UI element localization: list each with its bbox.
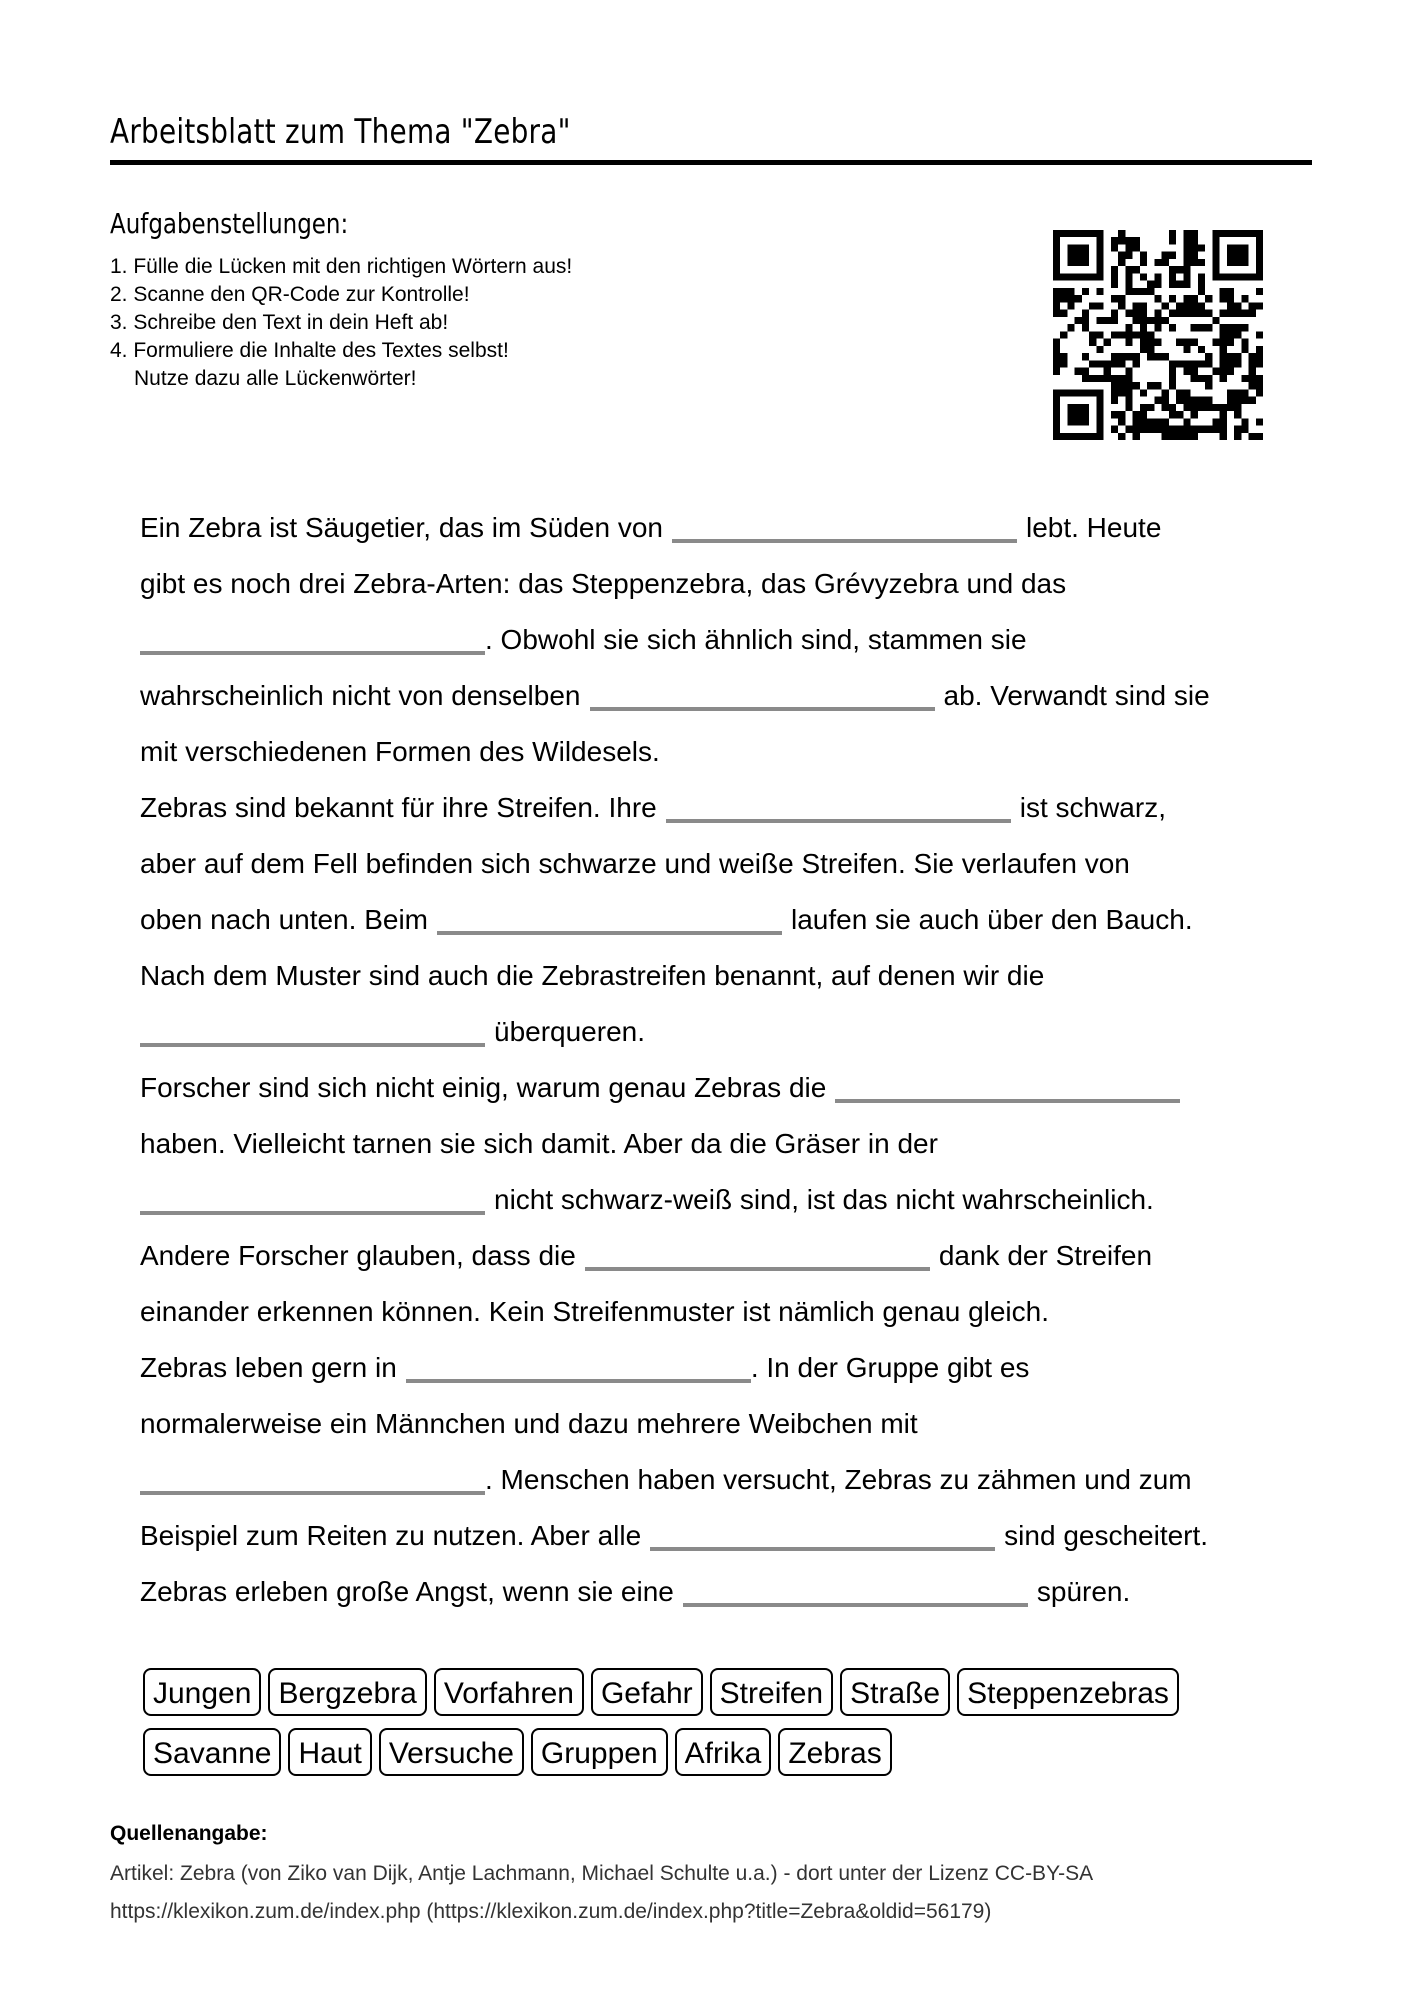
text-segment: Zebras erleben große Angst, wenn sie eine <box>140 1576 674 1607</box>
word-chip[interactable]: Zebras <box>778 1728 891 1776</box>
blank-gap[interactable] <box>585 1233 930 1271</box>
word-chip[interactable]: Streifen <box>710 1668 833 1716</box>
blank-gap[interactable] <box>140 1457 485 1495</box>
blank-gap[interactable] <box>666 785 1011 823</box>
text-segment: Zebras sind bekannt für ihre Streifen. Ihre <box>140 792 657 823</box>
text-segment: wahrscheinlich nicht von denselben <box>140 680 581 711</box>
word-chip[interactable]: Straße <box>840 1668 950 1716</box>
word-chip[interactable]: Jungen <box>143 1668 261 1716</box>
word-chip[interactable]: Versuche <box>379 1728 524 1776</box>
text-segment: mit verschiedenen Formen des Wildesels. <box>140 736 660 767</box>
blank-gap[interactable] <box>683 1569 1028 1607</box>
task-item: Nutze dazu alle Lückenwörter! <box>134 367 417 390</box>
text-segment: laufen sie auch über den Bauch. <box>790 904 1193 935</box>
text-segment: normalerweise ein Männchen und dazu mehrere Weibchen mit <box>140 1408 918 1439</box>
text-segment: spüren. <box>1036 1576 1131 1607</box>
text-segment: nicht schwarz-weiß sind, ist das nicht wahrscheinlich. <box>494 1184 1154 1215</box>
word-row <box>143 1668 1313 1728</box>
source-article: Artikel: Zebra (von Ziko van Dijk, Antje Lachmann, Michael Schulte u.a.) - dort unter der Lizenz CC-BY-SA <box>110 1862 1094 1885</box>
text-line <box>140 1228 1310 1284</box>
text-line <box>140 1396 1310 1452</box>
text-line <box>140 948 1310 1004</box>
text-line <box>140 1284 1310 1340</box>
text-segment: haben. Vielleicht tarnen sie sich damit. Aber da die Gräser in der <box>140 1128 938 1159</box>
word-chip[interactable]: Gefahr <box>591 1668 703 1716</box>
text-segment: Forscher sind sich nicht einig, warum genau Zebras die <box>140 1072 827 1103</box>
text-line <box>140 500 1310 556</box>
text-line <box>140 892 1310 948</box>
text-segment: sind gescheitert. <box>1004 1520 1209 1551</box>
text-line <box>140 836 1310 892</box>
text-segment: ab. Verwandt sind sie <box>943 680 1210 711</box>
text-segment: gibt es noch drei Zebra-Arten: das Steppenzebra, das Grévyzebra und das <box>140 568 1067 599</box>
task-item: 4. Formuliere die Inhalte des Textes selbst! <box>110 339 509 362</box>
blank-gap[interactable] <box>406 1345 751 1383</box>
blank-gap[interactable] <box>437 897 782 935</box>
text-segment: . Obwohl sie sich ähnlich sind, stammen sie <box>485 624 1027 655</box>
qr-code <box>1053 230 1263 440</box>
text-segment: Ein Zebra ist Säugetier, das im Süden von <box>140 512 663 543</box>
source-title: Quellenangabe: <box>110 1822 268 1845</box>
text-line <box>140 1004 1310 1060</box>
blank-gap[interactable] <box>140 1177 485 1215</box>
cloze-text <box>140 500 1310 1620</box>
text-line <box>140 1060 1310 1116</box>
text-line <box>140 1116 1310 1172</box>
word-chip[interactable]: Savanne <box>143 1728 281 1776</box>
text-segment: . Menschen haben versucht, Zebras zu zähmen und zum <box>485 1464 1192 1495</box>
blank-gap[interactable] <box>140 617 485 655</box>
text-segment: dank der Streifen <box>938 1240 1153 1271</box>
word-row <box>143 1728 1313 1788</box>
text-line <box>140 724 1310 780</box>
word-chip[interactable]: Bergzebra <box>268 1668 426 1716</box>
blank-gap[interactable] <box>650 1513 995 1551</box>
text-line <box>140 1340 1310 1396</box>
text-segment: einander erkennen können. Kein Streifenmuster ist nämlich genau gleich. <box>140 1296 1050 1327</box>
title-underline <box>110 160 1312 165</box>
word-chip[interactable]: Vorfahren <box>434 1668 584 1716</box>
tasks-heading: Aufgabenstellungen: <box>110 207 349 240</box>
text-line <box>140 1172 1310 1228</box>
text-segment: überqueren. <box>494 1016 646 1047</box>
page-title: Arbeitsblatt zum Thema "Zebra" <box>110 112 571 152</box>
text-line <box>140 1452 1310 1508</box>
text-segment: ist schwarz, <box>1019 792 1166 823</box>
word-chip[interactable]: Gruppen <box>531 1728 668 1776</box>
text-line <box>140 780 1310 836</box>
text-segment: Zebras leben gern in <box>140 1352 397 1383</box>
task-list <box>110 253 572 393</box>
text-segment: . In der Gruppe gibt es <box>750 1352 1030 1383</box>
text-line <box>140 1564 1310 1620</box>
text-segment: oben nach unten. Beim <box>140 904 428 935</box>
text-segment: aber auf dem Fell befinden sich schwarze und weiße Streifen. Sie verlaufen von <box>140 848 1130 879</box>
text-segment: Beispiel zum Reiten zu nutzen. Aber alle <box>140 1520 642 1551</box>
text-line <box>140 1508 1310 1564</box>
text-line <box>140 556 1310 612</box>
blank-gap[interactable] <box>672 505 1017 543</box>
text-line <box>140 668 1310 724</box>
word-chip[interactable]: Steppenzebras <box>957 1668 1179 1716</box>
blank-gap[interactable] <box>835 1065 1180 1103</box>
task-item: 3. Schreibe den Text in dein Heft ab! <box>110 311 449 334</box>
text-line <box>140 612 1310 668</box>
blank-gap[interactable] <box>140 1009 485 1047</box>
text-segment: lebt. Heute <box>1025 512 1162 543</box>
word-chip[interactable]: Afrika <box>675 1728 772 1776</box>
text-segment: Nach dem Muster sind auch die Zebrastreifen benannt, auf denen wir die <box>140 960 1045 991</box>
source-url: https://klexikon.zum.de/index.php (https://klexikon.zum.de/index.php?title=Zebra&oldid=56179) <box>110 1900 992 1923</box>
task-item: 1. Fülle die Lücken mit den richtigen Wörtern aus! <box>110 255 573 278</box>
blank-gap[interactable] <box>590 673 935 711</box>
word-bank <box>143 1668 1313 1788</box>
text-segment: Andere Forscher glauben, dass die <box>140 1240 576 1271</box>
word-chip[interactable]: Haut <box>288 1728 371 1776</box>
task-item: 2. Scanne den QR-Code zur Kontrolle! <box>110 283 470 306</box>
